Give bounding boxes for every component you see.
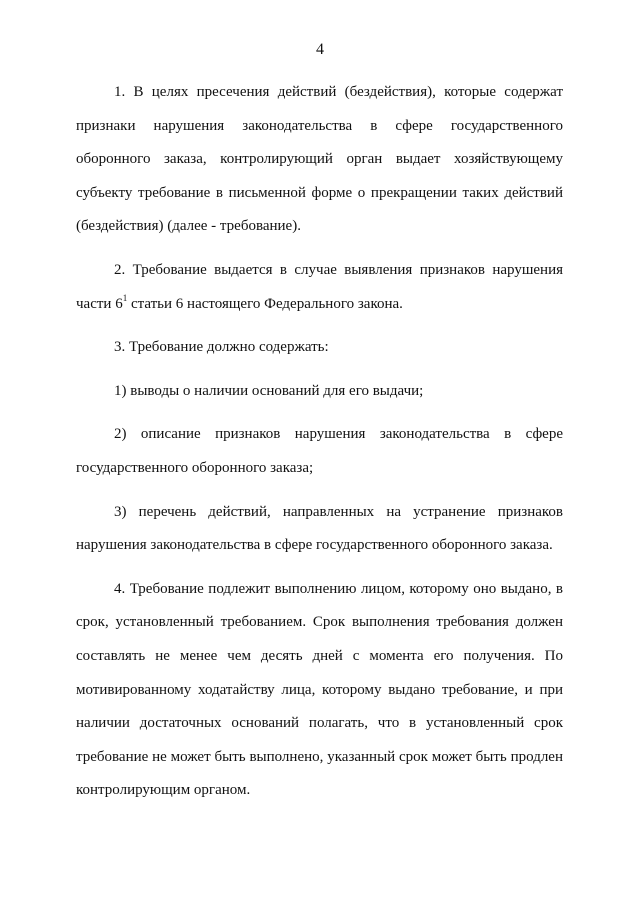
paragraph-1: 1. В целях пресечения действий (бездействия), которые содержат признаки нарушения законодательства в сфере государственного оборонного заказа, контролирующий орган выдает хозяйствующему субъекту требование в письменной форме о прекращении таких действий (бездействия) (далее - требование).	[76, 84, 563, 235]
page-number: 4	[316, 41, 324, 58]
paragraph-2-text-start: 2. Требование выдается в случае выявления признаков нарушения части 6	[76, 261, 563, 312]
paragraph-2-superscript: 1	[122, 292, 128, 303]
paragraph-7: 4. Требование подлежит выполнению лицом, которому оно выдано, в срок, установленный требованием. Срок выполнения требования должен составлять не менее чем десять дней с момента его получения. По мотивированному ходатайству лица, которому выдано требование, и при наличии достаточных оснований полагать, что в установленный срок требование не может быть выполнено, указанный срок может быть продлен контролирующим органом.	[76, 580, 563, 799]
paragraph-2-text-end: статьи 6 настоящего Федерального закона.	[127, 295, 403, 312]
paragraph-3: 3. Требование должно содержать:	[114, 339, 329, 356]
document-body	[76, 76, 563, 818]
paragraph-5: 2) описание признаков нарушения законодательства в сфере государственного оборонного заказа;	[76, 426, 563, 476]
paragraph-6: 3) перечень действий, направленных на устранение признаков нарушения законодательства в сфере государственного оборонного заказа.	[76, 503, 563, 554]
paragraph-4: 1) выводы о наличии оснований для его выдачи;	[114, 382, 424, 399]
paragraph-2	[76, 254, 563, 321]
